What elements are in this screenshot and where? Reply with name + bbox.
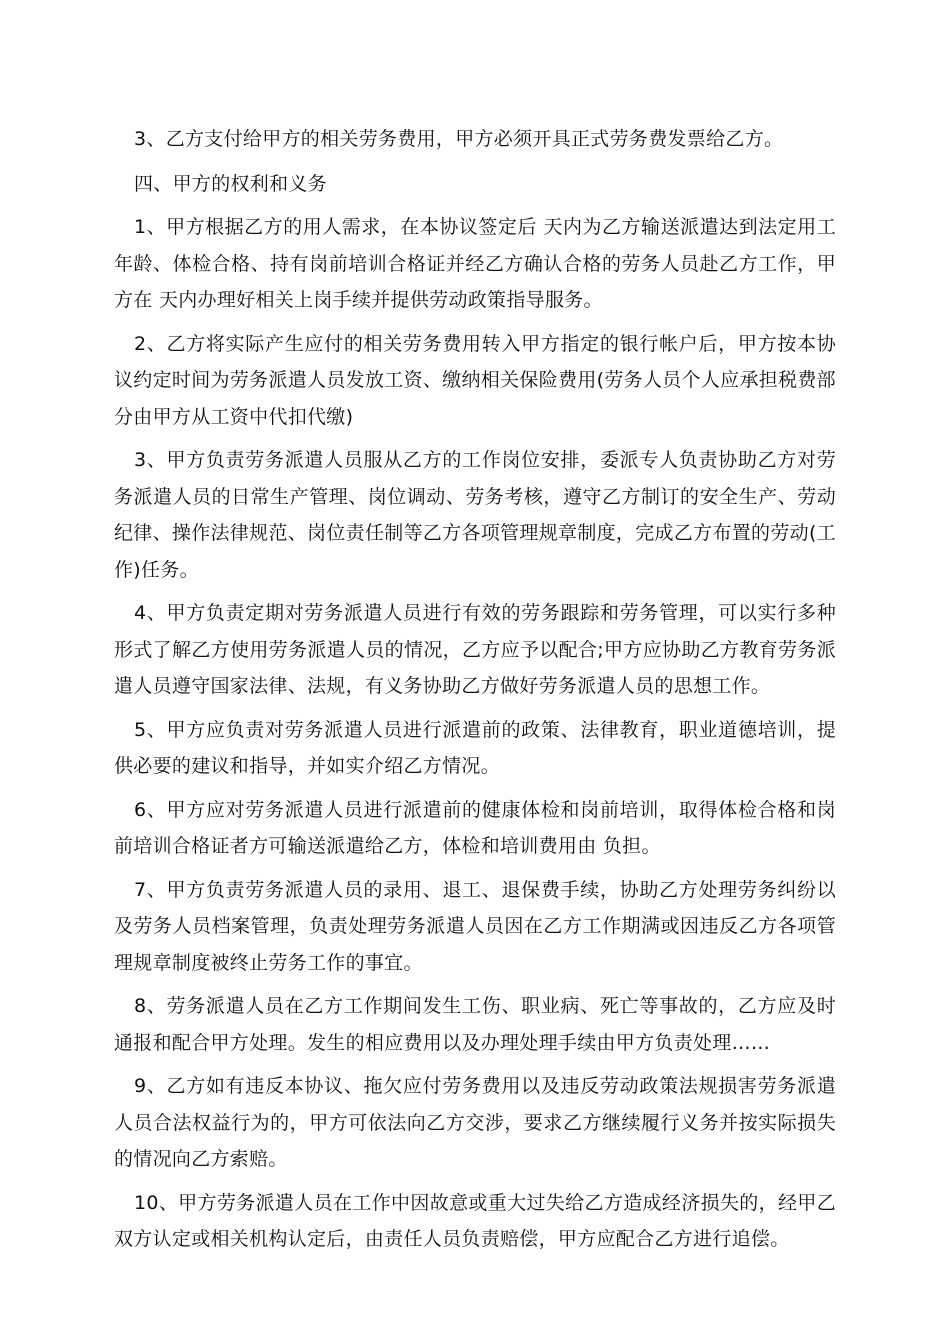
clause-6: 6、甲方应对劳务派遣人员进行派遣前的健康体检和岗前培训，取得体检合格和岗前培训合格证者方可输送派遣给乙方，体检和培训费用由 负担。 xyxy=(114,798,836,857)
clause-4: 4、甲方负责定期对劳务派遣人员进行有效的劳务跟踪和劳务管理，可以实行多种形式了解乙方使用劳务派遣人员的情况，乙方应予以配合;甲方应协助乙方教育劳务派遣人员遵守国家法律、法规，有义务协助乙方做好劳务派遣人员的思想工作。 xyxy=(114,602,836,697)
clause-9: 9、乙方如有违反本协议、拖欠应付劳务费用以及违反劳动政策法规损害劳务派遣人员合法权益行为的，甲方可依法向乙方交涉，要求乙方继续履行义务并按实际损失的情况向乙方索赔。 xyxy=(114,1075,836,1170)
clause-10: 10、甲方劳务派遣人员在工作中因故意或重大过失给乙方造成经济损失的，经甲乙双方认定或相关机构认定后，由责任人员负责赔偿，甲方应配合乙方进行追偿。 xyxy=(114,1191,836,1250)
section-heading-party-a-rights: 四、甲方的权利和义务 xyxy=(134,172,328,195)
clause-3: 3、甲方负责劳务派遣人员服从乙方的工作岗位安排，委派专人负责协助乙方对劳务派遣人员的日常生产管理、岗位调动、劳务考核，遵守乙方制订的安全生产、劳动纪律、操作法律规范、岗位责任制等乙方各项管理规章制度，完成乙方布置的劳动(工作)任务。 xyxy=(114,449,836,581)
clause-2: 2、乙方将实际产生应付的相关劳务费用转入甲方指定的银行帐户后，甲方按本协议约定时间为劳务派遣人员发放工资、缴纳相关保险费用(劳务人员个人应承担税费部分由甲方从工资中代扣代缴) xyxy=(114,332,836,428)
document-page xyxy=(114,121,836,1265)
paragraph-fee-invoice: 3、乙方支付给甲方的相关劳务费用，甲方必须开具正式劳务费发票给乙方。 xyxy=(134,128,784,150)
clause-5: 5、甲方应负责对劳务派遣人员进行派遣前的政策、法律教育，职业道德培训，提供必要的建议和指导，并如实介绍乙方情况。 xyxy=(114,718,836,777)
clause-1: 1、甲方根据乙方的用人需求，在本协议签定后 天内为乙方输送派遣达到法定用工年龄、体检合格、持有岗前培训合格证并经乙方确认合格的劳务人员赴乙方工作，甲方在 天内办理好相关上岗手续并提供劳动政策指导服务。 xyxy=(114,216,836,311)
clause-7: 7、甲方负责劳务派遣人员的录用、退工、退保费手续，协助乙方处理劳务纠纷以及劳务人员档案管理，负责处理劳务派遣人员因在乙方工作期满或因违反乙方各项管理规章制度被终止劳务工作的事宜。 xyxy=(114,878,836,974)
clause-8: 8、劳务派遣人员在乙方工作期间发生工伤、职业病、死亡等事故的，乙方应及时通报和配合甲方处理。发生的相应费用以及办理处理手续由甲方负责处理…… xyxy=(114,995,836,1054)
